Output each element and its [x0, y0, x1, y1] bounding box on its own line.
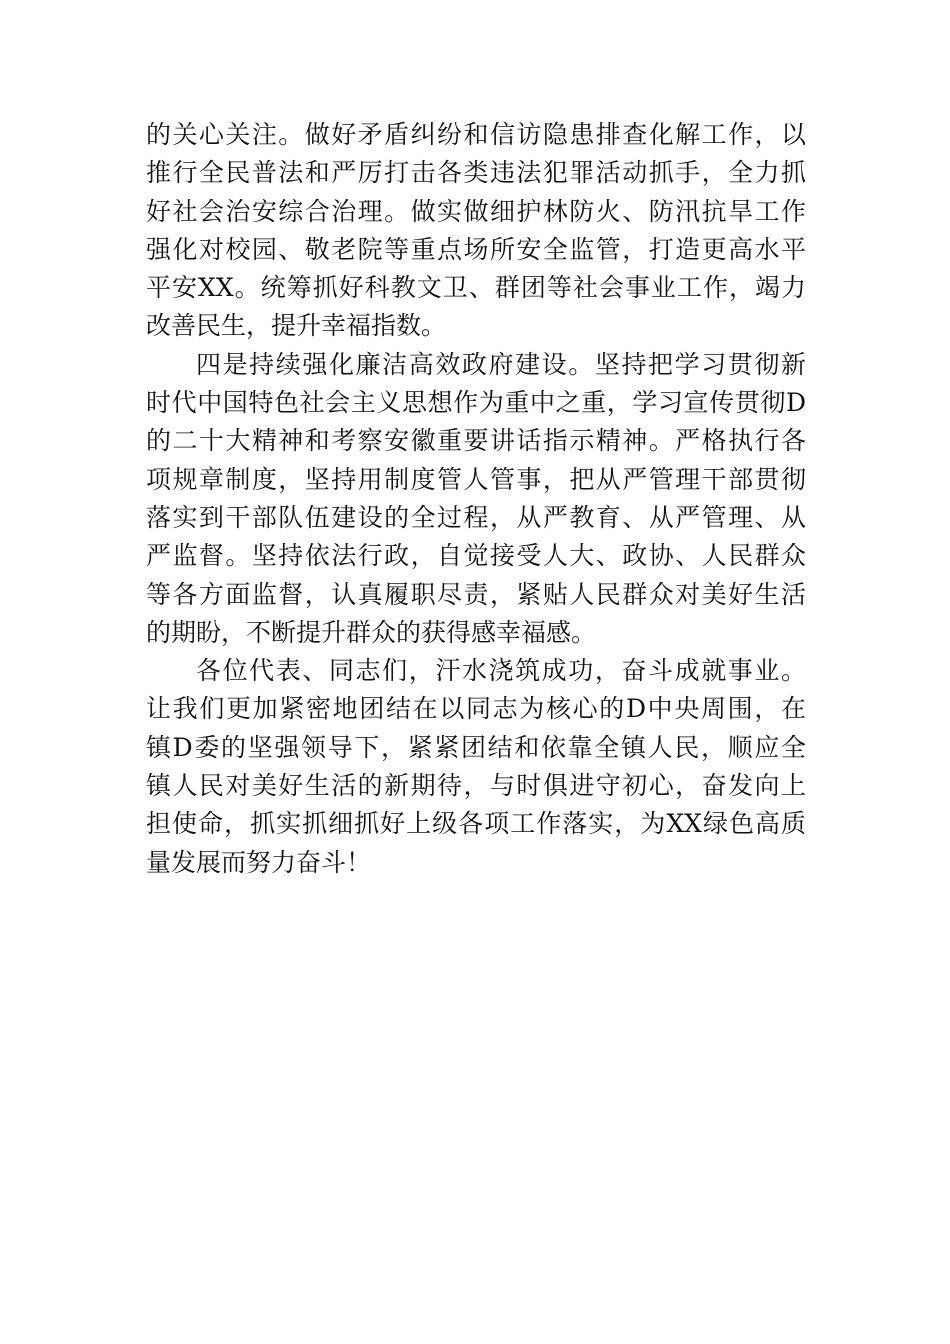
text-line: 好社会治安综合治理。做实做细护林防火、防汛抗旱工作: [146, 196, 806, 226]
paragraph-clean-government: [146, 346, 806, 652]
paragraph-social-governance: [146, 116, 806, 346]
text-line: 镇D委的坚强领导下，紧紧团结和依靠全镇人民，顺应全: [146, 732, 806, 762]
text-line: 时代中国特色社会主义思想作为重中之重，学习宣传贯彻D: [146, 388, 806, 418]
text-line: 的期盼，不断提升群众的获得感幸福感。: [146, 617, 597, 647]
text-line: 担使命，抓实抓细抓好上级各项工作落实，为XX绿色高质: [146, 809, 806, 839]
text-line: 项规章制度，坚持用制度管人管事，把从严管理干部贯彻: [146, 464, 806, 494]
text-line: 严监督。坚持依法行政，自觉接受人大、政协、人民群众: [146, 541, 806, 571]
text-line: 改善民生，提升幸福指数。: [146, 311, 447, 341]
text-line: 让我们更加紧密地团结在以同志为核心的D中央周围，在: [146, 694, 806, 724]
text-line: 平安XX。统筹抓好科教文卫、群团等社会事业工作，竭力: [146, 273, 806, 303]
text-line: 推行全民普法和严厉打击各类违法犯罪活动抓手，全力抓: [146, 158, 806, 188]
text-line: 的二十大精神和考察安徽重要讲话指示精神。严格执行各: [146, 426, 806, 456]
text-line: 四是持续强化廉洁高效政府建设。坚持把学习贯彻新: [196, 349, 806, 379]
text-line: 量发展而努力奋斗！: [146, 847, 372, 877]
text-line: 的关心关注。做好矛盾纠纷和信访隐患排查化解工作，以: [146, 120, 806, 149]
text-line: 落实到干部队伍建设的全过程，从严教育、从严管理、从: [146, 502, 806, 532]
document-body: [146, 116, 806, 882]
text-line: 镇人民对美好生活的新期待，与时俱进守初心，奋发向上: [146, 771, 806, 801]
text-line: 各位代表、同志们，汗水浇筑成功，奋斗成就事业。: [196, 656, 806, 686]
paragraph-closing: [146, 652, 806, 882]
text-line: 强化对校园、敬老院等重点场所安全监管，打造更高水平: [146, 234, 806, 264]
text-line: 等各方面监督，认真履职尽责，紧贴人民群众对美好生活: [146, 579, 806, 609]
